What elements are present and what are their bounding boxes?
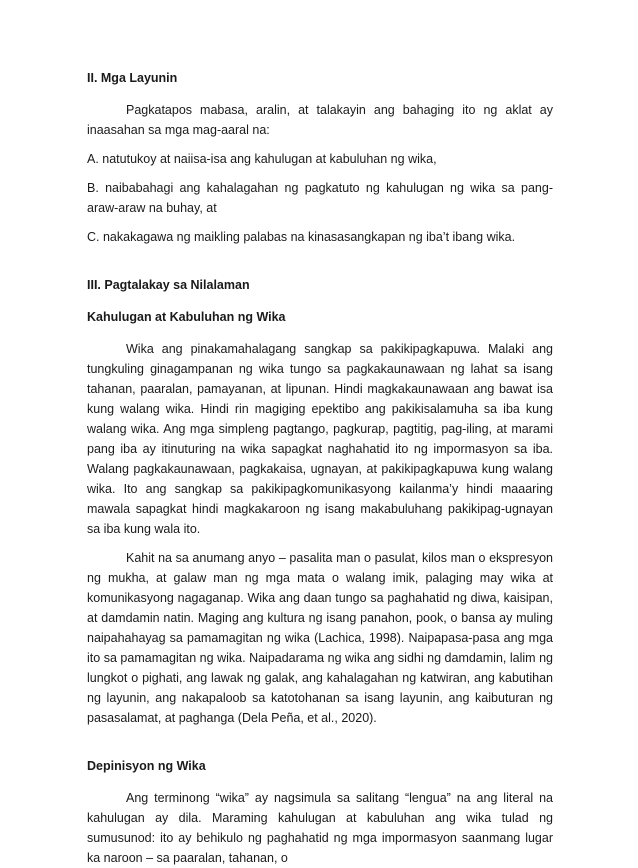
paragraph-1: Wika ang pinakamahalagang sangkap sa pakikipagkapuwa. Malaki ang tungkuling ginagampanan ng wika tungo sa pagkakaunawaan ng lahat sa isang tahanan, paaralan, pamayanan, at lipunan. Hindi magkakaunawaan ang bawat isa kung walang wika. Hindi rin magiging epektibo ang pakikisalamuha sa iba kung walang wika. Ang mga simpleng pagtango, pagkurap, pagtitig, pag-iling, at marami pang iba ay itinuturing na wika sapagkat naghahatid ito ng impormasyon sa iba. Walang pagkakaunawaan, pagkakaisa, ugnayan, at pakikipagkapuwa kung walang wika. Ito ang sangkap sa pakikipagkomunikasyong kailanma’y hindi maaaring mawala sapagkat hindi magkakaroon ng isang makabuluhang pakikipag-ugnayan sa iba kung wala ito. [87,342,553,536]
paragraph-3: Ang terminong “wika” ay nagsimula sa salitang “lengua” na ang literal na kahulugan ay dila. Maraming kahulugan at kabuluhan ang wika tulad ng sumusunod: ito ay behikulo ng paghahatid ng mga impormasyon saanmang lugar ka naroon – sa paaralan, tahanan, o [87,791,553,865]
document-page [87,68,553,868]
section-heading-layunin: II. Mga Layunin [87,71,178,85]
objective-b: B. naibabahagi ang kahalagahan ng pagkatuto ng kahulugan ng wika sa pang-araw-araw na buhay, at [87,181,553,215]
paragraph-2: Kahit na sa anumang anyo – pasalita man o pasulat, kilos man o ekspresyon ng mukha, at galaw man ng mga mata o walang imik, palaging may wika at komunikasyong nagaganap. Wika ang daan tungo sa paghahatid ng diwa, kaisipan, at damdamin natin. Maging ang kultura ng isang panahon, pook, o bansa ay muling naipahahayag sa pamamagitan ng wika (Lachica, 1998). Naipapasa-pasa ang mga ito sa pamamagitan ng wika. Naipadarama ng wika ang sidhi ng damdamin, lalim ng lungkot o pighati, ang lawak ng galak, ang kahalagahan ng katwiran, ang kabutihan ng layunin, ang nakapaloob sa katotohanan sa isang layunin, ang kaibuturan ng pasasalamat, at paghanga (Dela Peña, et al., 2020). [87,551,553,725]
objective-a: A. natutukoy at naiisa-isa ang kahulugan at kabuluhan ng wika, [87,152,437,166]
objective-c: C. nakakagawa ng maikling palabas na kinasasangkapan ng iba’t ibang wika. [87,230,516,244]
subheading-depinisyon: Depinisyon ng Wika [87,759,206,773]
section-heading-pagtalakay: III. Pagtalakay sa Nilalaman [87,278,250,292]
subheading-kahulugan: Kahulugan at Kabuluhan ng Wika [87,310,286,324]
objectives-intro: Pagkatapos mabasa, aralin, at talakayin ang bahaging ito ng aklat ay inaasahan sa mga mag-aaral na: [87,103,553,137]
